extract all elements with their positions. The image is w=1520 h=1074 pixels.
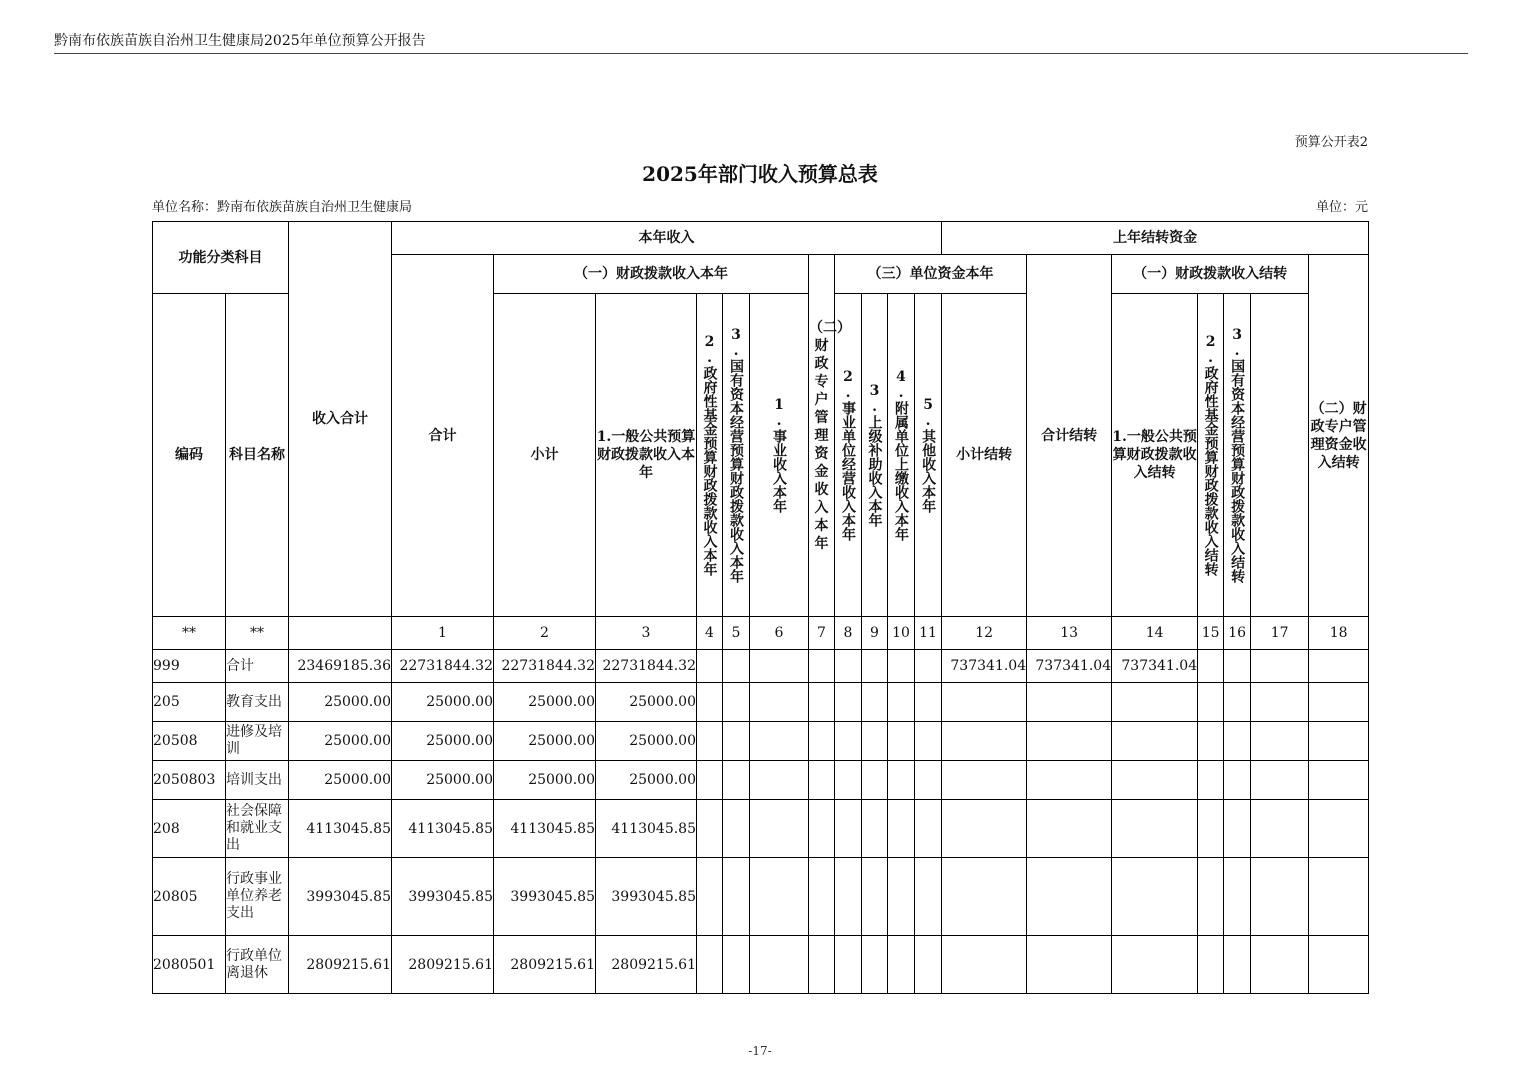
row-code: 2050803 xyxy=(153,761,226,800)
index-cell: 11 xyxy=(915,617,942,650)
row-name: 培训支出 xyxy=(226,761,289,800)
state-capital-header: 3.国有资本经营预算财政拨款收入本年 xyxy=(723,294,750,617)
total-income-header: 收入合计 xyxy=(289,222,392,617)
table-row xyxy=(153,650,1369,683)
header-row-1 xyxy=(153,222,1369,255)
general-budget-header: 1.一般公共预算财政拨款收入本年 xyxy=(596,294,697,617)
row-total: 2809215.61 xyxy=(289,936,392,994)
row-carry-general xyxy=(1112,683,1198,722)
budget-table xyxy=(152,221,1369,994)
carry-special-account-header: （二）财政专户管理资金收入结转 xyxy=(1309,255,1369,617)
superior-subsidy-header: 3.上级补助收入本年 xyxy=(862,294,888,617)
row-carry-subtotal xyxy=(1027,761,1112,800)
row-name: 教育支出 xyxy=(226,683,289,722)
row-carry-subtotal xyxy=(1027,800,1112,858)
index-cell: 10 xyxy=(888,617,915,650)
index-cell: 3 xyxy=(596,617,697,650)
row-fiscal-subtotal: 25000.00 xyxy=(494,683,596,722)
row-this-total: 25000.00 xyxy=(392,722,494,761)
index-cell: ** xyxy=(226,617,289,650)
row-general: 4113045.85 xyxy=(596,800,697,858)
unit-name: 单位名称：黔南布依族苗族自治州卫生健康局 xyxy=(152,200,413,215)
row-this-total: 22731844.32 xyxy=(392,650,494,683)
row-this-total: 4113045.85 xyxy=(392,800,494,858)
row-carry-total: 737341.04 xyxy=(942,650,1027,683)
table-row xyxy=(153,800,1369,858)
index-cell: ** xyxy=(153,617,226,650)
index-cell: 6 xyxy=(750,617,809,650)
index-cell: 4 xyxy=(697,617,723,650)
row-carry-general xyxy=(1112,858,1198,936)
row-code: 208 xyxy=(153,800,226,858)
row-general: 2809215.61 xyxy=(596,936,697,994)
index-cell: 18 xyxy=(1309,617,1369,650)
row-carry-general xyxy=(1112,722,1198,761)
row-total: 3993045.85 xyxy=(289,858,392,936)
index-cell: 14 xyxy=(1112,617,1198,650)
table-row xyxy=(153,936,1369,994)
row-carry-total xyxy=(942,800,1027,858)
row-fiscal-subtotal: 22731844.32 xyxy=(494,650,596,683)
row-carry-total xyxy=(942,722,1027,761)
page-number: -17- xyxy=(748,1044,772,1058)
row-code: 205 xyxy=(153,683,226,722)
row-name: 行政单位离退休 xyxy=(226,936,289,994)
row-general: 25000.00 xyxy=(596,761,697,800)
row-carry-subtotal: 737341.04 xyxy=(1027,650,1112,683)
row-fiscal-subtotal: 2809215.61 xyxy=(494,936,596,994)
row-general: 25000.00 xyxy=(596,722,697,761)
carry-state-capital-header: 3.国有资本经营预算财政拨款收入结转 xyxy=(1224,294,1251,617)
carry-total-header: 合计结转 xyxy=(1027,255,1112,617)
row-carry-general xyxy=(1112,800,1198,858)
row-carry-subtotal xyxy=(1027,683,1112,722)
header-rule xyxy=(54,53,1468,54)
row-carry-general xyxy=(1112,761,1198,800)
code-header: 编码 xyxy=(153,294,226,617)
table-row xyxy=(153,722,1369,761)
row-code: 999 xyxy=(153,650,226,683)
row-this-total: 3993045.85 xyxy=(392,858,494,936)
row-carry-total xyxy=(942,761,1027,800)
row-general: 25000.00 xyxy=(596,683,697,722)
special-account-header: （二）财政专户管理资金收入本年 xyxy=(809,255,835,617)
row-name: 社会保障和就业支出 xyxy=(226,800,289,858)
index-cell: 15 xyxy=(1198,617,1224,650)
row-name: 进修及培训 xyxy=(226,722,289,761)
carry-subtotal-header: 小计结转 xyxy=(942,294,1027,617)
operating-income-header: 2.事业单位经营收入本年 xyxy=(835,294,862,617)
row-general: 22731844.32 xyxy=(596,650,697,683)
index-cell: 7 xyxy=(809,617,835,650)
index-cell: 5 xyxy=(723,617,750,650)
index-cell: 8 xyxy=(835,617,862,650)
row-carry-general xyxy=(1112,936,1198,994)
row-fiscal-subtotal: 25000.00 xyxy=(494,722,596,761)
index-cell xyxy=(289,617,392,650)
index-cell: 2 xyxy=(494,617,596,650)
row-total: 23469185.36 xyxy=(289,650,392,683)
index-row xyxy=(153,617,1369,650)
index-cell: 9 xyxy=(862,617,888,650)
running-header: 黔南布依族苗族自治州卫生健康局2025年单位预算公开报告 xyxy=(54,33,426,49)
this-year-header: 本年收入 xyxy=(392,222,942,255)
index-cell: 13 xyxy=(1027,617,1112,650)
index-cell: 17 xyxy=(1251,617,1309,650)
row-general: 3993045.85 xyxy=(596,858,697,936)
row-this-total: 25000.00 xyxy=(392,761,494,800)
row-carry-total xyxy=(942,858,1027,936)
affiliated-payment-header: 4.附属单位上缴收入本年 xyxy=(888,294,915,617)
this-year-total-header: 合计 xyxy=(392,255,494,617)
table-row xyxy=(153,683,1369,722)
fiscal-subtotal-header: 小计 xyxy=(494,294,596,617)
gov-fund-header: 2.政府性基金预算财政拨款收入本年 xyxy=(697,294,723,617)
row-total: 4113045.85 xyxy=(289,800,392,858)
row-code: 20508 xyxy=(153,722,226,761)
currency-unit: 单位：元 xyxy=(1315,200,1368,215)
fiscal-header: （一）财政拨款收入本年 xyxy=(494,255,809,294)
table-number: 预算公开表2 xyxy=(1294,135,1368,150)
row-this-total: 2809215.61 xyxy=(392,936,494,994)
row-carry-total xyxy=(942,683,1027,722)
row-fiscal-subtotal: 4113045.85 xyxy=(494,800,596,858)
row-carry-subtotal xyxy=(1027,722,1112,761)
table-row xyxy=(153,858,1369,936)
row-carry-subtotal xyxy=(1027,858,1112,936)
row-carry-total xyxy=(942,936,1027,994)
unit-funds-header: （三）单位资金本年 xyxy=(835,255,1027,294)
row-name: 行政事业单位养老支出 xyxy=(226,858,289,936)
name-header: 科目名称 xyxy=(226,294,289,617)
carry-gov-fund-header: 2.政府性基金预算财政拨款收入结转 xyxy=(1198,294,1224,617)
row-total: 25000.00 xyxy=(289,722,392,761)
row-carry-general: 737341.04 xyxy=(1112,650,1198,683)
index-cell: 16 xyxy=(1224,617,1251,650)
other-income-header: 5.其他收入本年 xyxy=(915,294,942,617)
carry-fiscal-header: （一）财政拨款收入结转 xyxy=(1112,255,1309,294)
row-total: 25000.00 xyxy=(289,683,392,722)
carry-general-header: 1.一般公共预算财政拨款收入结转 xyxy=(1112,294,1198,617)
index-cell: 12 xyxy=(942,617,1027,650)
row-code: 2080501 xyxy=(153,936,226,994)
last-year-header: 上年结转资金 xyxy=(942,222,1369,255)
row-carry-subtotal xyxy=(1027,936,1112,994)
row-fiscal-subtotal: 25000.00 xyxy=(494,761,596,800)
row-this-total: 25000.00 xyxy=(392,683,494,722)
func-class-header: 功能分类科目 xyxy=(153,222,289,294)
page-title: 2025年部门收入预算总表 xyxy=(642,162,878,186)
row-total: 25000.00 xyxy=(289,761,392,800)
row-fiscal-subtotal: 3993045.85 xyxy=(494,858,596,936)
row-code: 20805 xyxy=(153,858,226,936)
table-row xyxy=(153,761,1369,800)
row-name: 合计 xyxy=(226,650,289,683)
business-income-header: 1.事业收入本年 xyxy=(750,294,809,617)
index-cell: 1 xyxy=(392,617,494,650)
